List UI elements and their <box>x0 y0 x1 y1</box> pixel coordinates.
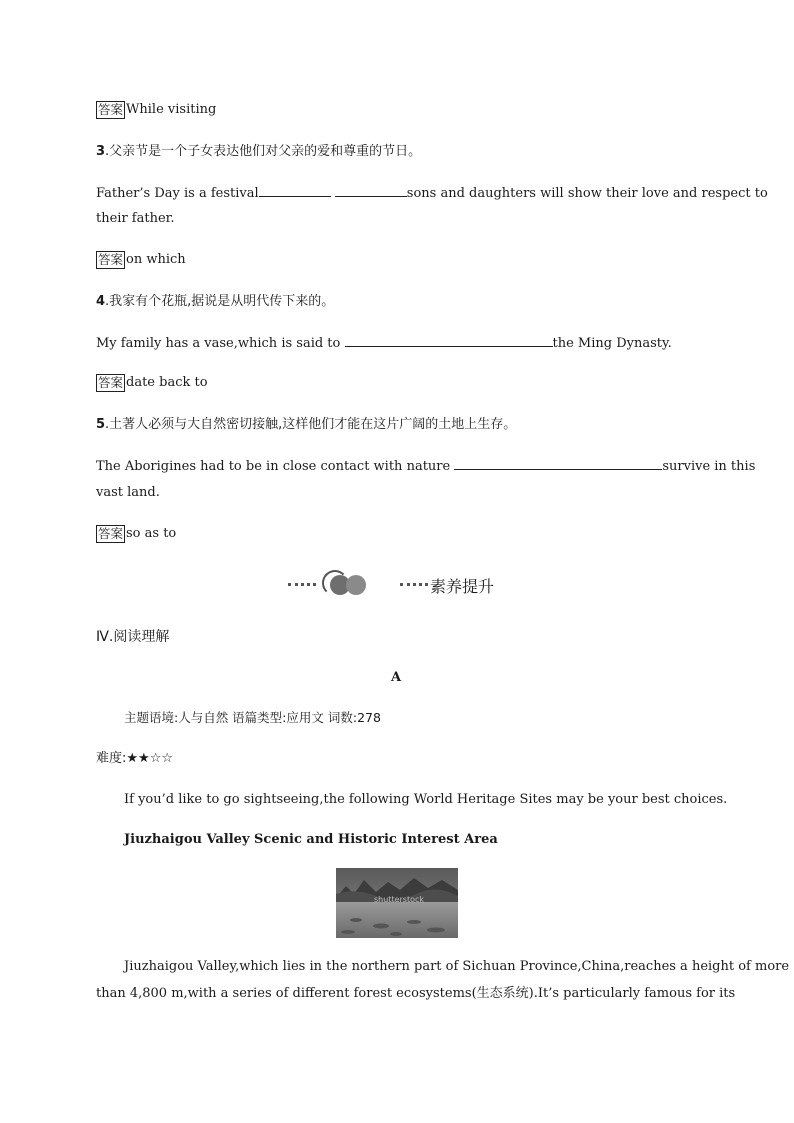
question-3-chinese <box>96 142 421 162</box>
answer-text: date back to <box>126 375 208 390</box>
answer-blank <box>259 182 331 197</box>
passage-heading-text: Jiuzhaigou Valley Scenic and Historic Interest Area <box>124 832 498 847</box>
banner-title: 素养提升 <box>430 577 495 596</box>
question-3-english <box>96 182 768 204</box>
lake-photo <box>336 868 458 938</box>
question-5-chinese <box>96 415 516 435</box>
answer-blank <box>335 182 407 197</box>
section-heading <box>96 627 169 647</box>
answer-tag: 答案 <box>98 102 124 117</box>
star-rating-icon: ★★☆☆ <box>126 751 174 766</box>
paragraph-text: than 4,800 m,with a series of different forest ecosystems(生态系统).It’s particularly famous for its <box>96 986 736 1001</box>
answer-text: so as to <box>126 526 177 541</box>
question-4-english <box>96 332 672 354</box>
question-text: .土著人必须与大自然密切接触,这样他们才能在这片广阔的土地上生存。 <box>105 417 517 432</box>
part-label <box>391 668 401 688</box>
sentence-part: sons and daughters will show their love and respect to <box>406 186 768 201</box>
question-5-english-cont <box>96 483 160 503</box>
question-number: 4 <box>96 294 106 309</box>
photo-watermark: shutterstock <box>374 895 425 904</box>
passage-paragraph-line <box>96 984 735 1004</box>
answer-tag: 答案 <box>98 526 124 541</box>
answer-tag: 答案 <box>98 375 124 390</box>
passage-paragraph-line <box>124 957 789 977</box>
sentence-part: The Aborigines had to be in close contact with nature <box>96 459 451 474</box>
question-4-chinese <box>96 292 334 312</box>
question-5-english <box>96 455 755 477</box>
question-number: 5 <box>96 417 106 432</box>
answer-text: on which <box>126 252 186 267</box>
passage-heading <box>124 830 498 850</box>
sentence-part: vast land. <box>96 485 160 500</box>
sentence-part: the Ming Dynasty. <box>552 336 672 351</box>
lake-photo-image <box>336 868 458 938</box>
dotted-divider <box>400 583 428 586</box>
question-text: .我家有个花瓶,据说是从明代传下来的。 <box>105 294 335 309</box>
question-3-english-cont <box>96 209 175 229</box>
question-number: 3 <box>96 144 106 159</box>
answer-blank <box>345 332 553 347</box>
banner-circle-icon <box>346 575 366 595</box>
paragraph-text: Jiuzhaigou Valley,which lies in the northern part of Sichuan Province,China,reaches a height of more <box>124 959 790 974</box>
passage-meta-text: 主题语境:人与自然 语篇类型:应用文 词数:278 <box>124 710 381 725</box>
section-heading-text: Ⅳ.阅读理解 <box>96 629 170 645</box>
passage-intro <box>124 790 727 810</box>
sentence-part: Father’s Day is a festival <box>96 186 259 201</box>
dotted-divider <box>288 583 316 586</box>
sentence-part: My family has a vase,which is said to <box>96 336 341 351</box>
answer-text: While visiting <box>126 102 217 117</box>
sentence-part: survive in this <box>662 459 756 474</box>
passage-meta <box>124 708 381 728</box>
question-text: .父亲节是一个子女表达他们对父亲的爱和尊重的节日。 <box>105 144 422 159</box>
passage-intro-text: If you’d like to go sightseeing,the following World Heritage Sites may be your best choices. <box>124 792 728 807</box>
answer-2 <box>96 100 216 121</box>
sentence-part: their father. <box>96 211 175 226</box>
difficulty-rating <box>96 749 173 769</box>
answer-3 <box>96 250 186 271</box>
difficulty-label: 难度: <box>96 751 127 766</box>
answer-blank <box>454 455 662 470</box>
answer-tag: 答案 <box>98 252 124 267</box>
part-label-text: A <box>391 670 402 685</box>
answer-4 <box>96 373 208 394</box>
answer-5 <box>96 524 176 545</box>
section-banner <box>286 570 526 600</box>
